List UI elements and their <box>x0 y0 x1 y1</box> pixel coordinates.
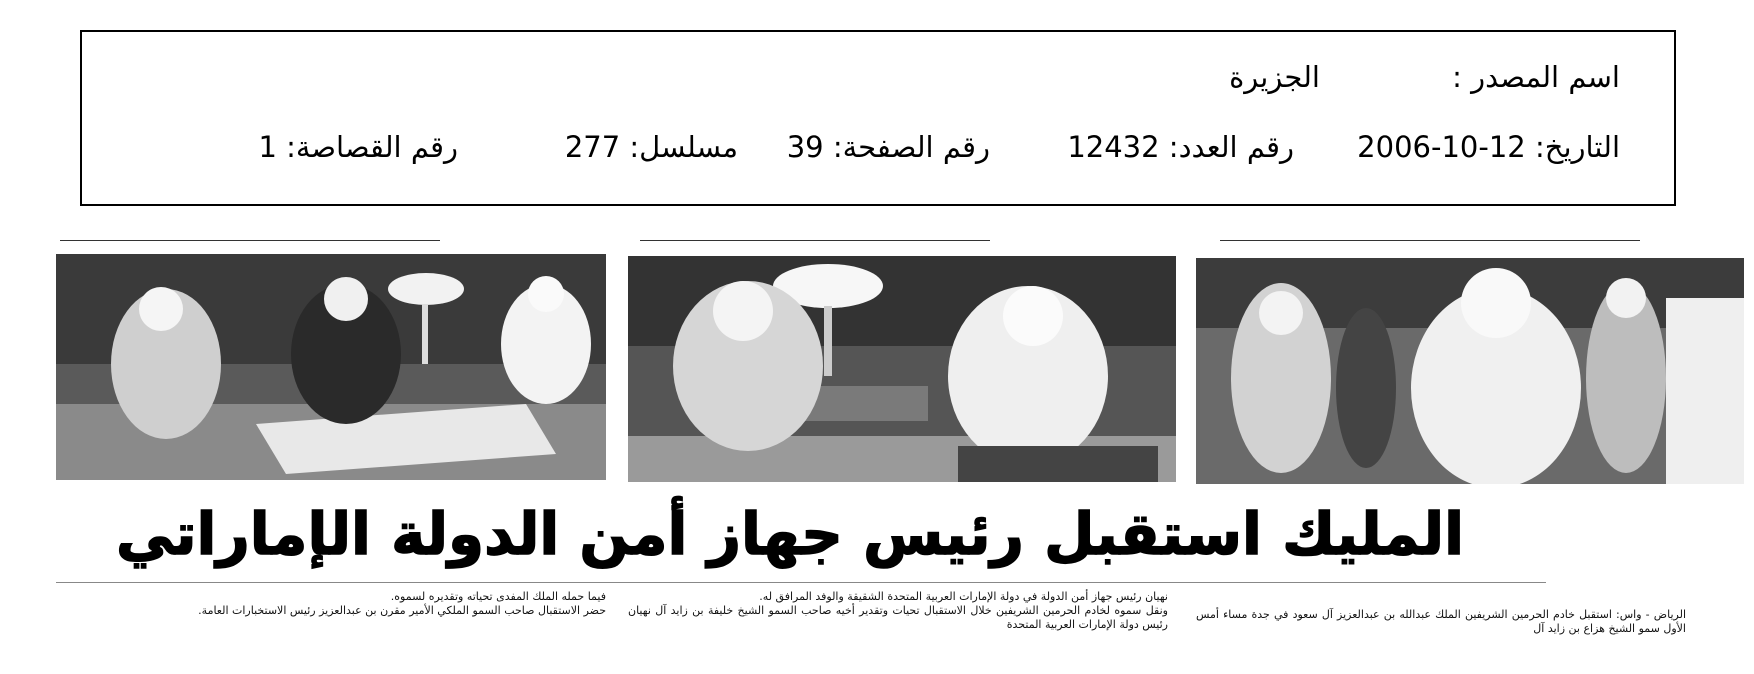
top-rule-left <box>60 240 440 241</box>
news-photo-right <box>1196 258 1744 484</box>
source-label: اسم المصدر : <box>1452 60 1620 94</box>
issue-number: رقم العدد: 12432 <box>1067 130 1294 164</box>
paragraph: حضر الاستقبال صاحب السمو الملكي الأمير مقرن بن عبدالعزيز رئيس الاستخبارات العامة. <box>198 604 606 617</box>
clipping-info-box <box>80 30 1676 206</box>
article-column-left <box>56 590 606 618</box>
clip-number: رقم القصاصة: 1 <box>258 130 458 164</box>
source-name: الجزيرة <box>1229 60 1320 94</box>
article-column-right <box>1196 608 1686 636</box>
news-photo-left <box>56 254 606 480</box>
serial-number: مسلسل: 277 <box>564 130 738 164</box>
top-rule-right <box>1220 240 1640 241</box>
date-field: التاريخ: 12-10-2006 <box>1357 130 1620 164</box>
paragraph: نهيان رئيس جهاز أمن الدولة في دولة الإمارات العربية المتحدة الشقيقة والوفد المرافق له. <box>759 590 1168 603</box>
paragraph: الرياض - واس: استقبل خادم الحرمين الشريفين الملك عبدالله بن عبدالعزيز آل سعود في جدة مساء أمس الأول سمو الشيخ هزاع بن زايد آل <box>1196 608 1686 635</box>
top-rule-middle <box>640 240 990 241</box>
page-number: رقم الصفحة: 39 <box>786 130 990 164</box>
headline-rule <box>56 582 1546 583</box>
article-headline: المليك استقبل رئيس جهاز أمن الدولة الإماراتي <box>116 500 1464 568</box>
news-photo-middle <box>628 256 1176 482</box>
article-column-middle <box>628 590 1168 632</box>
paragraph: فيما حمله الملك المفدى تحياته وتقديره لسموه. <box>390 590 606 603</box>
paragraph: ونقل سموه لخادم الحرمين الشريفين خلال الاستقبال تحيات وتقدير أخيه صاحب السمو الشيخ خليفة بن زايد آل نهيان رئيس دولة الإمارات العربية المتحدة <box>628 604 1168 631</box>
